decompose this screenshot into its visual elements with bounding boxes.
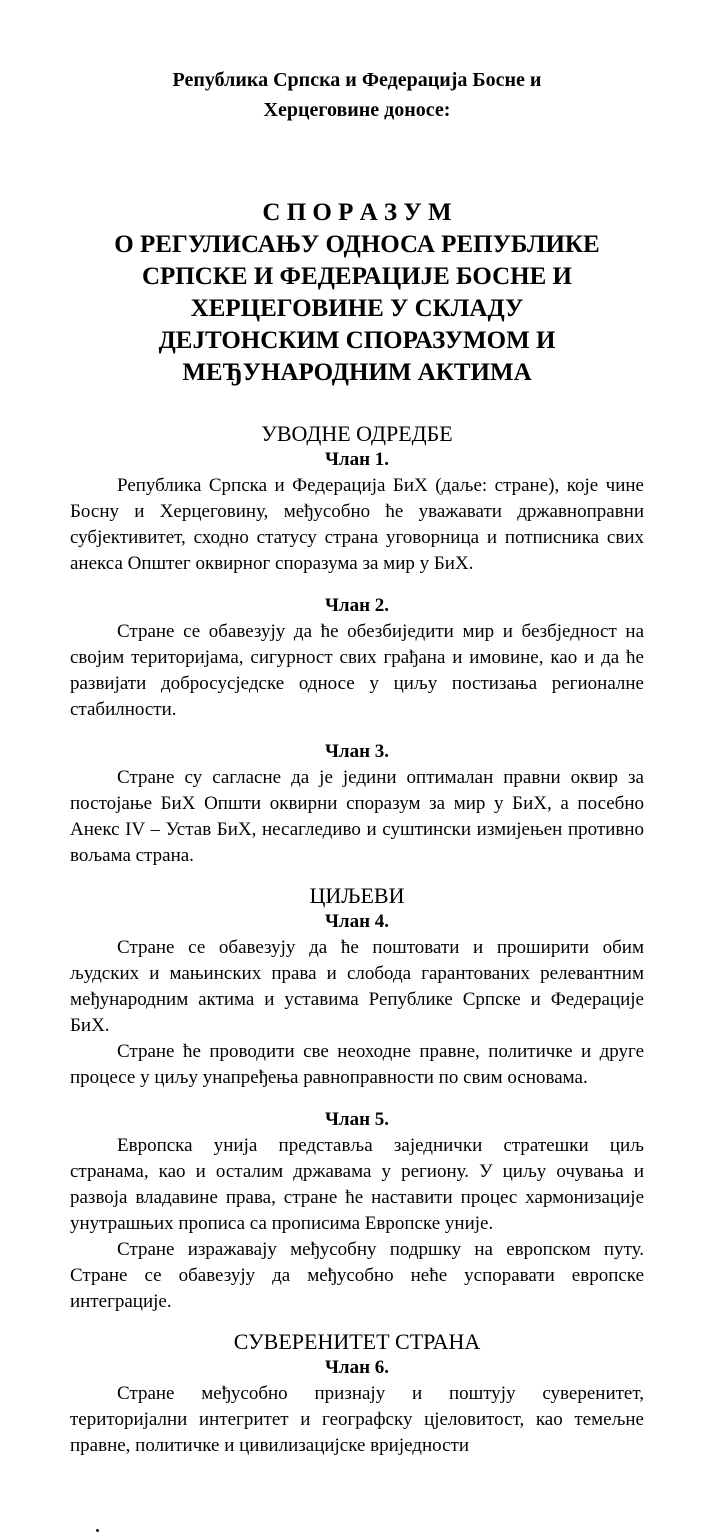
preamble-line: Република Српска и Федерација Босне и bbox=[172, 69, 542, 91]
title-line: О РЕГУЛИСАЊУ ОДНОСА РЕПУБЛИКЕ bbox=[114, 231, 600, 258]
article-label: Члан 5. bbox=[324, 1109, 390, 1130]
article-label: Члан 4. bbox=[324, 911, 390, 932]
article-label: Члан 3. bbox=[324, 741, 390, 762]
title-line: С П О Р А З У М bbox=[262, 199, 452, 226]
article-paragraph: Стране међусобно признају и поштују суверенитет, територијални интегритет и географску цјеловитост, као темељне правне, политичке и цивилизацијске вриједности bbox=[70, 1383, 644, 1456]
article-label: Члан 2. bbox=[324, 595, 390, 616]
article-label: Члан 6. bbox=[324, 1357, 390, 1378]
article-6 bbox=[70, 1355, 644, 1459]
section-heading: УВОДНЕ ОДРЕДБЕ bbox=[261, 421, 453, 446]
article-2 bbox=[70, 593, 644, 723]
article-4 bbox=[70, 909, 644, 1091]
article-paragraph: Република Српска и Федерација БиХ (даље: стране), које чине Босну и Херцеговину, међусобно ће уважавати државноправни субјективитет, сходно статусу страна уговорница и потписника свих анекса Општег оквирног споразума за мир у БиХ. bbox=[70, 475, 644, 574]
section-heading: СУВЕРЕНИТЕТ СТРАНА bbox=[233, 1329, 481, 1354]
title-line: МЕЂУНАРОДНИМ АКТИМА bbox=[182, 359, 532, 386]
title-line: СРПСКЕ И ФЕДЕРАЦИЈЕ БОСНЕ И bbox=[141, 263, 573, 290]
section-heading: ЦИЉЕВИ bbox=[309, 883, 405, 908]
article-paragraph: Стране се обавезују да ће поштовати и проширити обим људских и мањинских права и слобода гарантованих релевантним међународним актима и уставима Републике Српске и Федерације БиХ. bbox=[70, 937, 644, 1036]
article-3 bbox=[70, 739, 644, 869]
section-ciljevi bbox=[70, 883, 644, 1315]
preamble-line: Херцеговине доносе: bbox=[263, 99, 451, 121]
article-1 bbox=[70, 447, 644, 577]
article-paragraph: Стране изражавају међусобну подршку на европском путу. Стране се обавезују да међусобно неће успоравати европске интеграције. bbox=[70, 1239, 644, 1312]
title-line: ХЕРЦЕГОВИНЕ У СКЛАДУ bbox=[190, 295, 524, 322]
article-5 bbox=[70, 1107, 644, 1315]
article-paragraph: Стране ће проводити све неоходне правне, политичке и друге процесе у циљу унапређења равноправности по свим основама. bbox=[70, 1041, 644, 1088]
title-line: ДЕЈТОНСКИМ СПОРАЗУМОМ И bbox=[158, 327, 556, 354]
section-suverenitet-strana bbox=[70, 1329, 644, 1459]
preamble bbox=[70, 65, 644, 125]
clipped-next-line-ink bbox=[96, 1529, 99, 1532]
article-paragraph: Стране се обавезују да ће обезбиједити мир и безбједност на својим територијама, сигурност свих грађана и имовине, као и да ће развијати добросусједске односе у циљу постизања регионалне стабилности. bbox=[70, 621, 644, 720]
document-title bbox=[70, 197, 644, 389]
article-paragraph: Европска унија представља заједнички стратешки циљ странама, као и осталим државама у региону. У циљу очувања и развоја владавине права, стране ће наставити процес хармонизације унутрашњих прописа са прописима Европске уније. bbox=[70, 1135, 644, 1234]
article-label: Члан 1. bbox=[324, 449, 390, 470]
article-paragraph: Стране су сагласне да је једини оптималан правни оквир за постојање БиХ Општи оквирни споразум за мир у БиХ, а посебно Анекс IV – Устав БиХ, несагледиво и суштински измијењен противно вољама страна. bbox=[70, 767, 644, 866]
section-uvodne-odredbe bbox=[70, 421, 644, 869]
